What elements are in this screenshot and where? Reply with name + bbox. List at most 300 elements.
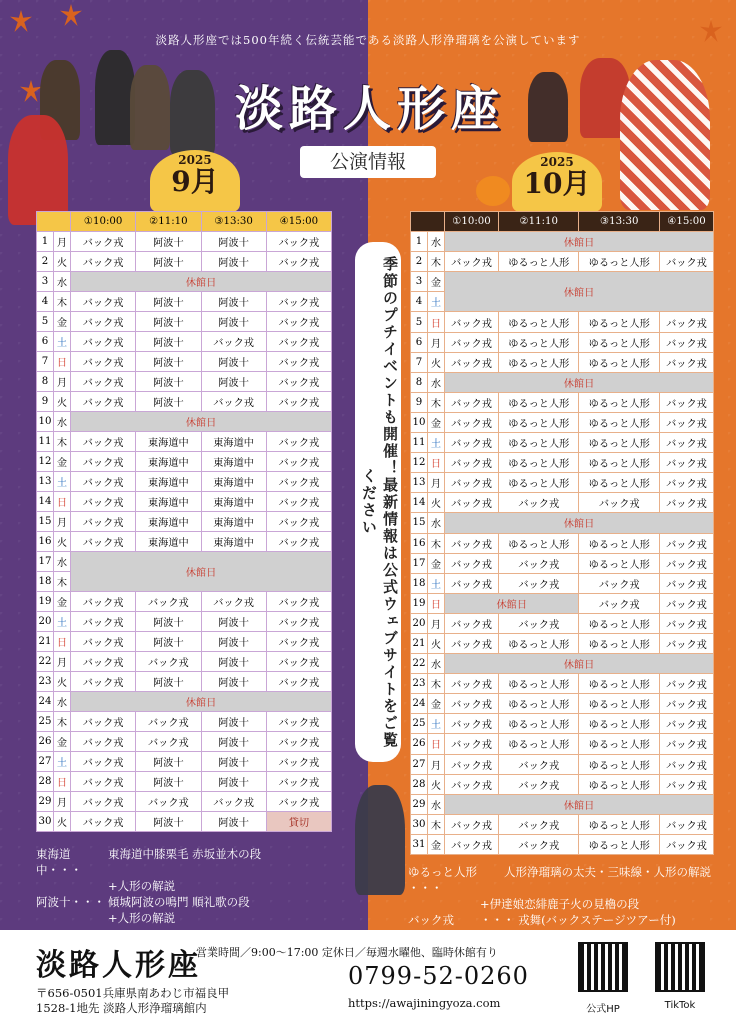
day-number: 19	[411, 593, 428, 613]
day-number: 12	[411, 453, 428, 473]
performance-cell: 阿波十	[136, 252, 201, 272]
day-number: 2	[37, 252, 54, 272]
performance-cell: バック戎	[136, 732, 201, 752]
performance-cell: ゆるっと人形	[579, 433, 659, 453]
table-row	[37, 232, 332, 252]
address-line: 1528-1地先 淡路人形浄瑠璃館内	[36, 1001, 207, 1015]
performance-cell: ゆるっと人形	[579, 834, 659, 854]
table-row	[411, 774, 714, 794]
performance-cell: バック戎	[266, 672, 331, 692]
day-number: 20	[411, 613, 428, 633]
performance-cell: バック戎	[71, 592, 136, 612]
day-of-week: 木	[54, 712, 71, 732]
header-blank	[37, 212, 71, 232]
performance-cell: 阿波十	[201, 372, 266, 392]
performance-cell: 阿波十	[136, 752, 201, 772]
day-number: 5	[37, 312, 54, 332]
day-of-week: 水	[428, 654, 445, 674]
legend-desc: +人形の解説	[108, 911, 176, 925]
table-row	[411, 674, 714, 694]
day-of-week: 金	[428, 553, 445, 573]
performance-cell: 貸切	[266, 812, 331, 832]
table-row	[411, 412, 714, 432]
table-row	[37, 312, 332, 332]
header-row	[37, 212, 332, 232]
table-row	[37, 432, 332, 452]
table-row	[37, 812, 332, 832]
main-logo: 淡路人形座	[234, 81, 505, 137]
performance-cell: 阿波十	[201, 352, 266, 372]
performance-cell: ゆるっと人形	[499, 252, 579, 272]
performance-cell: ゆるっと人形	[499, 392, 579, 412]
performance-cell: バック戎	[136, 652, 201, 672]
day-number: 17	[37, 552, 54, 572]
performance-cell: バック戎	[71, 332, 136, 352]
performance-cell: バック戎	[266, 392, 331, 412]
performance-cell: バック戎	[445, 392, 499, 412]
time-slot-header: ③13:30	[579, 212, 659, 232]
legend-row	[36, 846, 261, 878]
september-badge	[150, 150, 240, 212]
closed-cell: 休館日	[71, 692, 332, 712]
performance-cell: バック戎	[266, 372, 331, 392]
performance-cell: バック戎	[71, 732, 136, 752]
qr-label-hp: 公式HP	[586, 1004, 620, 1015]
tagline: 淡路人形座では500年続く伝統芸能である淡路人形浄瑠璃を公演しています	[155, 33, 581, 47]
table-row	[411, 714, 714, 734]
day-of-week: 水	[54, 272, 71, 292]
business-hours: 営業時間／9:00〜17:00 定休日／毎週水曜他、臨時休館有り	[196, 946, 498, 959]
performance-cell: 阿波十	[201, 612, 266, 632]
performance-cell: バック戎	[136, 792, 201, 812]
table-row	[37, 392, 332, 412]
day-of-week: 火	[54, 392, 71, 412]
performance-cell: ゆるっと人形	[579, 352, 659, 372]
day-of-week: 日	[54, 492, 71, 512]
performance-cell: ゆるっと人形	[579, 553, 659, 573]
address-line: 〒656-0501兵庫県南あわじ市福良甲	[36, 986, 230, 1000]
day-number: 1	[411, 232, 428, 252]
performance-cell: バック戎	[266, 312, 331, 332]
performance-cell: バック戎	[445, 473, 499, 493]
performance-cell: バック戎	[266, 232, 331, 252]
performance-cell: 阿波十	[201, 812, 266, 832]
legend-row	[36, 894, 261, 910]
table-row	[411, 633, 714, 653]
performance-cell: バック戎	[445, 633, 499, 653]
day-number: 21	[411, 633, 428, 653]
table-row	[411, 814, 714, 834]
day-of-week: 月	[54, 792, 71, 812]
performance-cell: バック戎	[445, 694, 499, 714]
day-of-week: 土	[54, 472, 71, 492]
time-slot-header: ①10:00	[445, 212, 499, 232]
legend-row	[408, 864, 711, 896]
performance-cell: バック戎	[659, 694, 713, 714]
performance-cell: バック戎	[266, 432, 331, 452]
day-number: 10	[411, 412, 428, 432]
day-number: 24	[37, 692, 54, 712]
closed-cell: 休館日	[445, 593, 579, 613]
performance-cell: バック戎	[266, 472, 331, 492]
day-number: 3	[411, 272, 428, 292]
performance-cell: バック戎	[71, 292, 136, 312]
day-number: 16	[37, 532, 54, 552]
day-number: 10	[37, 412, 54, 432]
puppet-figure	[130, 65, 170, 150]
legend-row	[36, 878, 261, 894]
day-number: 14	[411, 493, 428, 513]
day-of-week: 水	[428, 513, 445, 533]
table-row	[37, 792, 332, 812]
puppet-figure	[8, 115, 68, 225]
subtitle: 公演情報	[300, 146, 436, 178]
day-of-week: 火	[428, 774, 445, 794]
performance-cell: バック戎	[499, 493, 579, 513]
day-of-week: 月	[428, 613, 445, 633]
day-number: 18	[411, 573, 428, 593]
performance-cell: ゆるっと人形	[579, 332, 659, 352]
day-number: 23	[411, 674, 428, 694]
performance-cell: バック戎	[659, 714, 713, 734]
day-of-week: 木	[428, 814, 445, 834]
day-number: 27	[37, 752, 54, 772]
day-number: 2	[411, 252, 428, 272]
legend-term	[36, 878, 108, 894]
day-number: 4	[411, 292, 428, 312]
performance-cell: バック戎	[445, 252, 499, 272]
day-number: 16	[411, 533, 428, 553]
performance-cell: バック戎	[71, 312, 136, 332]
closed-cell: 休館日	[445, 232, 714, 252]
performance-cell: バック戎	[659, 734, 713, 754]
performance-cell: バック戎	[266, 512, 331, 532]
performance-cell: バック戎	[71, 812, 136, 832]
performance-cell: バック戎	[499, 613, 579, 633]
puppet-figure	[95, 50, 135, 145]
day-number: 26	[411, 734, 428, 754]
performance-cell: バック戎	[659, 754, 713, 774]
day-of-week: 日	[54, 352, 71, 372]
performance-cell: バック戎	[71, 652, 136, 672]
performance-cell: バック戎	[659, 433, 713, 453]
performance-cell: 東海道中	[136, 512, 201, 532]
table-row	[37, 372, 332, 392]
performance-cell: バック戎	[445, 312, 499, 332]
performance-cell: 阿波十	[136, 612, 201, 632]
day-of-week: 月	[428, 332, 445, 352]
performance-cell: バック戎	[579, 593, 659, 613]
address	[36, 986, 229, 1016]
qr-code-hp-icon[interactable]	[578, 942, 628, 992]
day-of-week: 金	[428, 412, 445, 432]
day-of-week: 土	[428, 573, 445, 593]
legend-term	[408, 896, 480, 912]
performance-cell: 阿波十	[136, 292, 201, 312]
header-blank	[411, 212, 445, 232]
day-of-week: 日	[428, 734, 445, 754]
performance-cell: 東海道中	[136, 432, 201, 452]
time-slot-header: ③13:30	[201, 212, 266, 232]
table-row	[411, 473, 714, 493]
day-of-week: 火	[428, 633, 445, 653]
table-row	[37, 672, 332, 692]
day-of-week: 日	[428, 593, 445, 613]
table-row	[37, 772, 332, 792]
day-number: 24	[411, 694, 428, 714]
performance-cell: バック戎	[266, 252, 331, 272]
performance-cell: バック戎	[499, 814, 579, 834]
closed-cell: 休館日	[445, 794, 714, 814]
day-of-week: 水	[428, 372, 445, 392]
performance-cell: バック戎	[71, 392, 136, 412]
day-number: 8	[37, 372, 54, 392]
september-schedule-table	[36, 211, 332, 832]
performance-cell: ゆるっと人形	[579, 312, 659, 332]
performance-cell: バック戎	[71, 612, 136, 632]
performance-cell: ゆるっと人形	[579, 734, 659, 754]
day-of-week: 木	[428, 392, 445, 412]
day-of-week: 金	[54, 452, 71, 472]
performance-cell: バック戎	[266, 452, 331, 472]
performance-cell: バック戎	[71, 512, 136, 532]
performance-cell: バック戎	[659, 774, 713, 794]
table-row	[411, 834, 714, 854]
performance-cell: バック戎	[71, 232, 136, 252]
performance-cell: バック戎	[659, 493, 713, 513]
day-of-week: 火	[54, 252, 71, 272]
day-number: 15	[37, 512, 54, 532]
performance-cell: バック戎	[266, 632, 331, 652]
table-row	[411, 794, 714, 814]
table-row	[411, 433, 714, 453]
performance-cell: バック戎	[71, 752, 136, 772]
legend-row	[36, 910, 261, 926]
legend-desc: +伊達娘恋緋鹿子火の見櫓の段	[480, 897, 640, 911]
performance-cell: バック戎	[71, 532, 136, 552]
performance-cell: バック戎	[71, 452, 136, 472]
day-of-week: 月	[54, 372, 71, 392]
performance-cell: バック戎	[499, 774, 579, 794]
day-of-week: 火	[54, 672, 71, 692]
day-number: 9	[37, 392, 54, 412]
performance-cell: バック戎	[71, 632, 136, 652]
table-row	[37, 472, 332, 492]
performance-cell: ゆるっと人形	[579, 774, 659, 794]
day-number: 13	[411, 473, 428, 493]
day-number: 18	[37, 572, 54, 592]
closed-cell: 休館日	[71, 552, 332, 592]
performance-cell: バック戎	[499, 573, 579, 593]
table-row	[411, 332, 714, 352]
october-year: 2025	[540, 155, 574, 169]
performance-cell: バック戎	[71, 712, 136, 732]
performance-cell: ゆるっと人形	[499, 352, 579, 372]
day-of-week: 木	[428, 252, 445, 272]
qr-code-tiktok-icon[interactable]	[655, 942, 705, 992]
day-number: 19	[37, 592, 54, 612]
performance-cell: 阿波十	[201, 712, 266, 732]
phone-number[interactable]: 0799-52-0260	[348, 962, 529, 990]
table-row	[37, 272, 332, 292]
table-row	[411, 392, 714, 412]
performance-cell: バック戎	[136, 712, 201, 732]
table-row	[37, 412, 332, 432]
day-of-week: 月	[428, 473, 445, 493]
day-of-week: 土	[428, 292, 445, 312]
performance-cell: ゆるっと人形	[499, 433, 579, 453]
day-of-week: 金	[428, 834, 445, 854]
performance-cell: バック戎	[579, 493, 659, 513]
september-year: 2025	[178, 153, 212, 167]
performance-cell: バック戎	[136, 592, 201, 612]
performance-cell: 阿波十	[201, 232, 266, 252]
performance-cell: ゆるっと人形	[579, 473, 659, 493]
day-number: 15	[411, 513, 428, 533]
header-row	[411, 212, 714, 232]
performance-cell: ゆるっと人形	[579, 392, 659, 412]
performance-cell: バック戎	[445, 834, 499, 854]
performance-cell: バック戎	[445, 553, 499, 573]
day-number: 9	[411, 392, 428, 412]
table-row	[411, 553, 714, 573]
october-month: 10月	[523, 167, 591, 200]
table-row	[37, 692, 332, 712]
day-number: 11	[37, 432, 54, 452]
performance-cell: 東海道中	[201, 512, 266, 532]
table-row	[411, 312, 714, 332]
day-number: 3	[37, 272, 54, 292]
performance-cell: バック戎	[445, 674, 499, 694]
day-number: 25	[411, 714, 428, 734]
table-row	[37, 552, 332, 572]
day-number: 28	[411, 774, 428, 794]
performance-cell: 東海道中	[136, 452, 201, 472]
performance-cell: 東海道中	[201, 472, 266, 492]
table-row	[411, 734, 714, 754]
website-link[interactable]: https://awajiningyoza.com	[348, 996, 501, 1010]
table-row	[37, 712, 332, 732]
performance-cell: ゆるっと人形	[499, 714, 579, 734]
performance-cell: 東海道中	[136, 532, 201, 552]
performance-cell: バック戎	[659, 593, 713, 613]
performance-cell: 阿波十	[201, 292, 266, 312]
footer	[0, 930, 736, 1024]
october-schedule-table	[410, 211, 714, 855]
day-number: 30	[411, 814, 428, 834]
table-row	[37, 332, 332, 352]
performance-cell: 阿波十	[136, 332, 201, 352]
day-number: 7	[37, 352, 54, 372]
performance-cell: 東海道中	[136, 492, 201, 512]
performance-cell: バック戎	[659, 573, 713, 593]
table-row	[37, 612, 332, 632]
performance-cell: 阿波十	[201, 732, 266, 752]
performance-cell: バック戎	[445, 533, 499, 553]
pumpkin-icon	[476, 176, 510, 206]
time-slot-header: ④15:00	[266, 212, 331, 232]
legend-desc: ・・・ 戎舞(バックステージツアー付)	[480, 913, 676, 927]
september-month: 9月	[171, 165, 219, 198]
table-row	[411, 352, 714, 372]
legend-term: 阿波十・・・	[36, 895, 105, 909]
performance-cell: 阿波十	[136, 352, 201, 372]
performance-cell: バック戎	[445, 332, 499, 352]
performance-cell: バック戎	[499, 553, 579, 573]
day-number: 29	[411, 794, 428, 814]
closed-cell: 休館日	[445, 272, 714, 312]
performance-cell: ゆるっと人形	[579, 633, 659, 653]
performance-cell: バック戎	[266, 792, 331, 812]
performance-cell: バック戎	[71, 672, 136, 692]
day-number: 13	[37, 472, 54, 492]
day-number: 25	[37, 712, 54, 732]
puppet-figure	[620, 60, 710, 210]
day-number: 12	[37, 452, 54, 472]
performance-cell: 阿波十	[201, 772, 266, 792]
performance-cell: バック戎	[201, 792, 266, 812]
day-number: 11	[411, 433, 428, 453]
performance-cell: バック戎	[266, 772, 331, 792]
table-row	[37, 732, 332, 752]
performance-cell: ゆるっと人形	[579, 694, 659, 714]
october-badge	[512, 152, 602, 212]
table-row	[411, 513, 714, 533]
performance-cell: バック戎	[266, 332, 331, 352]
performance-cell: ゆるっと人形	[499, 453, 579, 473]
day-number: 27	[411, 754, 428, 774]
table-row	[411, 654, 714, 674]
performance-cell: 阿波十	[201, 252, 266, 272]
performance-cell: 阿波十	[201, 752, 266, 772]
day-of-week: 土	[428, 714, 445, 734]
footer-logo: 淡路人形座	[36, 948, 201, 983]
performance-cell: バック戎	[659, 412, 713, 432]
day-of-week: 水	[54, 412, 71, 432]
time-slot-header: ②11:10	[499, 212, 579, 232]
performance-cell: ゆるっと人形	[499, 533, 579, 553]
day-number: 30	[37, 812, 54, 832]
performance-cell: ゆるっと人形	[499, 633, 579, 653]
day-of-week: 土	[428, 433, 445, 453]
qr-label-tiktok: TikTok	[664, 1000, 696, 1011]
day-of-week: 日	[54, 632, 71, 652]
day-of-week: 日	[428, 453, 445, 473]
table-row	[411, 613, 714, 633]
performance-cell: バック戎	[445, 352, 499, 372]
performance-cell: バック戎	[659, 312, 713, 332]
performance-cell: バック戎	[266, 752, 331, 772]
performance-cell: 阿波十	[136, 672, 201, 692]
table-row	[411, 493, 714, 513]
day-number: 29	[37, 792, 54, 812]
table-row	[37, 752, 332, 772]
performance-cell: バック戎	[659, 533, 713, 553]
performance-cell: ゆるっと人形	[579, 674, 659, 694]
performance-cell: ゆるっと人形	[499, 332, 579, 352]
performance-cell: 阿波十	[136, 312, 201, 332]
performance-cell: 阿波十	[136, 372, 201, 392]
time-slot-header: ①10:00	[71, 212, 136, 232]
performance-cell: バック戎	[659, 633, 713, 653]
performance-cell: バック戎	[266, 732, 331, 752]
performance-cell: バック戎	[266, 592, 331, 612]
performance-cell: バック戎	[445, 453, 499, 473]
performance-cell: バック戎	[659, 392, 713, 412]
performance-cell: 阿波十	[201, 672, 266, 692]
day-of-week: 火	[428, 493, 445, 513]
performance-cell: バック戎	[266, 612, 331, 632]
